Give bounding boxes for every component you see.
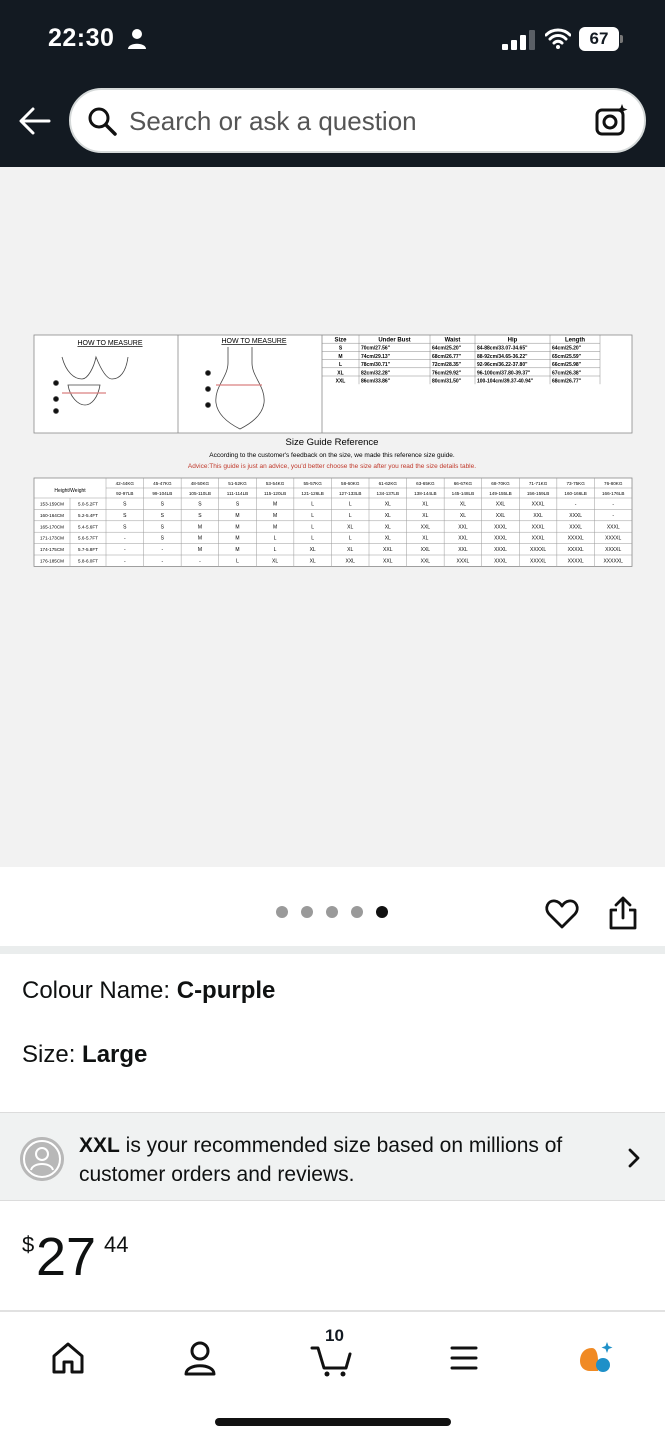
weight-kg-header: 55-57KG [303,481,322,486]
size-cell: XXXL [456,558,470,565]
measure-cell: 96-100cm/37.80-39.37" [477,370,531,377]
measure-cell: 78cm/30.71" [361,362,391,369]
height-ft-label: 5.0-5.2FT [78,501,98,507]
search-input[interactable]: Search or ask a question [129,106,417,136]
rufus-assistant-icon[interactable] [572,1334,620,1382]
size-cell: M [272,524,278,531]
size-cell: XXXXL [605,535,622,542]
weight-kg-header: 42-44KG [115,481,134,486]
size-cell: S [198,501,202,508]
carousel-dots[interactable] [276,906,388,918]
size-cell: XL [384,501,391,508]
size-cell: M [235,547,240,554]
size-cell: XXXXL [530,558,547,565]
size-cell: XL [384,512,391,519]
size-cell: S [198,512,202,519]
size-cell: M [197,547,203,554]
size-cell: XXXL [569,524,583,531]
measure-header: Under Bust [378,337,411,344]
size-cell: XXL [383,547,393,554]
measure-cell: 72cm/28.35" [432,362,462,369]
weight-lb-header: 121-126LB [301,491,324,496]
measure-cell: 80cm/31.50" [432,378,462,385]
height-cm-label: 171-173CM [39,535,65,541]
size-cell: S [160,535,165,542]
size-label: Size: [22,1041,83,1068]
size-cell: L [311,501,315,508]
measure-cell: 67cm/26.38" [552,370,582,377]
measure-cell: M [338,353,343,360]
weight-lb-header: 115-120LB [264,491,287,496]
measure-cell: 64cm/25.20" [552,345,582,352]
size-cell: XXXL [606,524,620,531]
measure-cell: 66cm/25.98" [552,362,582,369]
how-to-measure-label-2: HOW TO MEASURE [221,338,287,345]
size-cell: - [123,547,126,554]
section-divider [0,946,665,954]
height-ft-label: 5.8-6.0FT [78,558,98,564]
height-cm-label: 160-164CM [39,512,65,518]
size-cell: S [235,501,240,508]
price-currency: $ [22,1232,35,1257]
how-to-measure-label-1: HOW TO MEASURE [77,340,143,347]
status-time: 22:30 [48,24,115,52]
size-cell: S [123,512,127,519]
measure-cell: 88-92cm/34.65-36.22" [477,353,528,360]
size-cell: - [612,501,615,508]
weight-lb-header: 127-133LB [338,491,362,496]
weight-kg-header: 61-62KG [378,481,397,486]
size-cell: - [161,558,164,565]
weight-kg-header: 48-50KG [190,481,210,486]
size-cell: XXXL [569,512,583,519]
measure-cell: 86cm/33.86" [361,378,391,385]
size-cell: XXXXL [567,558,584,565]
carousel-dot[interactable] [276,906,288,918]
height-weight-grid [34,478,632,566]
size-cell: M [197,535,203,542]
size-cell: XXL [495,501,506,508]
measure-cell: XL [337,370,344,377]
size-cell: XXXL [494,535,507,542]
size-cell: XXXXL [605,547,622,554]
size-cell: M [272,501,278,508]
height-ft-label: 5.7-5.8FT [78,547,98,553]
size-cell: S [123,524,127,531]
size-cell: - [612,512,615,519]
weight-lb-header: 105-110LB [188,491,211,496]
weight-kg-header: 76-80KG [604,481,623,486]
weight-lb-header: 92-97LB [116,491,134,496]
size-cell: XXXXL [567,535,584,542]
size-cell: L [348,501,352,508]
size-cell: M [235,524,240,531]
weight-kg-header: 66-67KG [453,481,473,486]
weight-lb-header: 138-144LB [414,491,437,496]
size-cell: XL [422,501,429,508]
measure-header: Length [565,337,585,344]
size-cell: XL [309,547,316,554]
weight-lb-header: 156-159LB [526,491,550,496]
size-cell: XXXL [494,558,507,565]
weight-lb-header: 99-104LB [152,491,173,496]
size-cell: M [197,524,203,531]
size-cell: L [311,512,315,519]
price-whole: 27 [36,1227,97,1287]
person-status-icon [127,28,147,50]
size-cell: XXXXXL [603,558,623,565]
size-cell: XXXL [494,524,507,531]
recommended-size: XXL [79,1134,120,1157]
size-cell: - [161,547,164,554]
size-cell: XL [272,558,279,565]
weight-kg-header: 71-71KG [528,481,548,486]
size-value: Large [82,1041,148,1068]
size-cell: XXXL [494,547,507,554]
size-cell: L [311,524,315,531]
colour-name [22,977,275,1005]
measure-cell: 65cm/25.59" [552,353,582,360]
size-cell: S [160,501,165,508]
size-recommendation-banner[interactable] [0,1112,665,1201]
top-header [0,0,665,167]
size-cell: XXL [458,547,468,554]
weight-lb-header: 111-114LB [226,491,249,496]
cart-count: 10 [325,1326,344,1345]
measure-cell: 92-96cm/36.22-37.80" [477,362,528,369]
measure-cell: 100-104cm/39.37-40.94" [477,378,534,385]
size-cell: XXL [420,524,431,531]
carousel-dot[interactable] [376,906,388,918]
height-cm-label: 176-185CM [39,558,65,564]
back-arrow-icon[interactable] [18,104,52,138]
height-cm-label: 153-159CM [39,501,65,507]
weight-kg-header: 68-70KG [491,481,510,486]
cellular-signal-icon [500,30,536,50]
weight-lb-header: 160-166LB [564,491,587,496]
size-cell: XL [459,512,466,519]
size-cell: XL [422,535,429,542]
size-cell: L [236,558,239,565]
size-selection [22,1041,147,1069]
weight-kg-header: 73-75KG [566,481,585,486]
size-cell: XL [422,512,429,519]
size-cell: XL [384,524,391,531]
measure-cell: XXL [335,378,346,385]
measure-cell: 68cm/26.77" [432,353,462,360]
size-cell: S [123,501,127,508]
measure-cell: S [338,345,343,352]
weight-kg-header: 58-60KG [341,481,360,486]
measure-header: Size [334,337,347,344]
height-ft-label: 5.4-5.6FT [78,524,98,530]
menu-icon[interactable] [440,1334,488,1382]
share-icon[interactable] [608,896,638,930]
weight-kg-header: 45-47KG [153,481,172,486]
size-cell: L [348,535,352,542]
size-cell: M [235,535,240,542]
avatar-icon [20,1137,64,1181]
height-cm-label: 165-170CM [39,524,65,530]
measure-cell: 76cm/29.92" [432,370,462,377]
recommendation-text [79,1131,609,1189]
chevron-right-icon[interactable] [625,1146,643,1170]
weight-lb-header: 166-176LB [601,491,625,496]
size-guide-advice: Advice:This guide is just an advice, you'd better choose the size after you read the size details table. [187,463,477,470]
battery-tip [620,35,623,43]
measure-cell: 64cm/25.20" [432,345,462,352]
size-cell: XL [309,558,316,565]
product-image[interactable] [0,167,665,867]
size-cell: XXXXL [530,547,547,554]
size-cell: XL [459,501,466,508]
size-cell: S [160,512,165,519]
measure-cell: 82cm/32.28" [361,370,391,377]
carousel-dot[interactable] [301,906,313,918]
size-cell: - [574,501,577,508]
battery-indicator [579,27,623,51]
size-cell: L [311,535,315,542]
size-cell: L [273,547,277,554]
size-cell: - [123,535,126,542]
weight-kg-header: 53-54KG [265,481,285,486]
measure-cell: L [338,362,343,369]
size-cell: - [123,558,126,565]
recommendation-message: is your recommended size based on millions of customer orders and reviews. [79,1134,563,1186]
size-cell: XXL [420,547,431,554]
weight-lb-header: 134-137LB [376,491,400,496]
size-cell: XXXL [531,535,545,542]
size-cell: XL [384,535,391,542]
measure-cell: 70cm/27.56" [361,345,391,352]
size-cell: XXXXL [567,547,584,554]
size-guide-title: Size Guide Reference [285,437,379,448]
carousel-dot[interactable] [351,906,363,918]
size-cell: XXL [458,524,468,531]
weight-kg-header: 51-52KG [228,481,247,486]
carousel-dot[interactable] [326,906,338,918]
size-cell: XXL [533,512,543,519]
colour-value: C-purple [176,977,276,1004]
measure-panel [34,335,632,433]
weight-kg-header: 63-65KG [416,481,435,486]
measure-cell: 68cm/26.77" [552,378,582,385]
size-cell: XXXL [531,524,545,531]
measure-cell: 74cm/29.13" [361,353,391,360]
size-chart-image [0,167,665,867]
home-indicator [215,1418,451,1426]
size-cell: XXL [458,535,468,542]
height-ft-label: 5.2-5.4FT [78,512,98,518]
weight-lb-header: 145-148LB [451,491,475,496]
camera-lens-icon[interactable] [594,104,628,138]
search-icon [87,106,117,136]
size-cell: XXL [420,558,431,565]
size-cell: XXXL [531,501,545,508]
account-icon[interactable] [176,1334,224,1382]
size-cell: M [235,512,240,519]
home-icon[interactable] [44,1334,92,1382]
weight-lb-header: 149-155LB [489,491,512,496]
height-ft-label: 5.6-5.7FT [78,535,98,541]
size-cell: L [348,512,352,519]
wifi-icon [545,27,571,49]
battery-level: 67 [579,27,619,51]
heart-icon[interactable] [545,898,579,930]
size-cell: XL [347,547,354,554]
measure-header: Hip [507,337,518,344]
size-cell: XXL [495,512,506,519]
size-cell: - [199,558,201,565]
search-bar[interactable] [69,88,646,153]
grid-corner-label: Height/Weight [54,488,86,494]
price-fraction: 44 [104,1232,129,1257]
size-cell: XL [347,524,354,531]
size-cell: S [160,524,165,531]
size-cell: XXL [345,558,355,565]
size-cell: M [272,512,278,519]
height-cm-label: 174-175CM [39,547,65,553]
size-guide-note: According to the customer's feedback on the size, we made this reference size guide. [209,452,455,459]
measure-header: Waist [444,337,461,344]
size-cell: XXL [383,558,393,565]
measure-cell: 84-88cm/33.07-34.65" [477,345,528,352]
size-cell: L [273,535,277,542]
colour-label: Colour Name: [22,977,177,1004]
